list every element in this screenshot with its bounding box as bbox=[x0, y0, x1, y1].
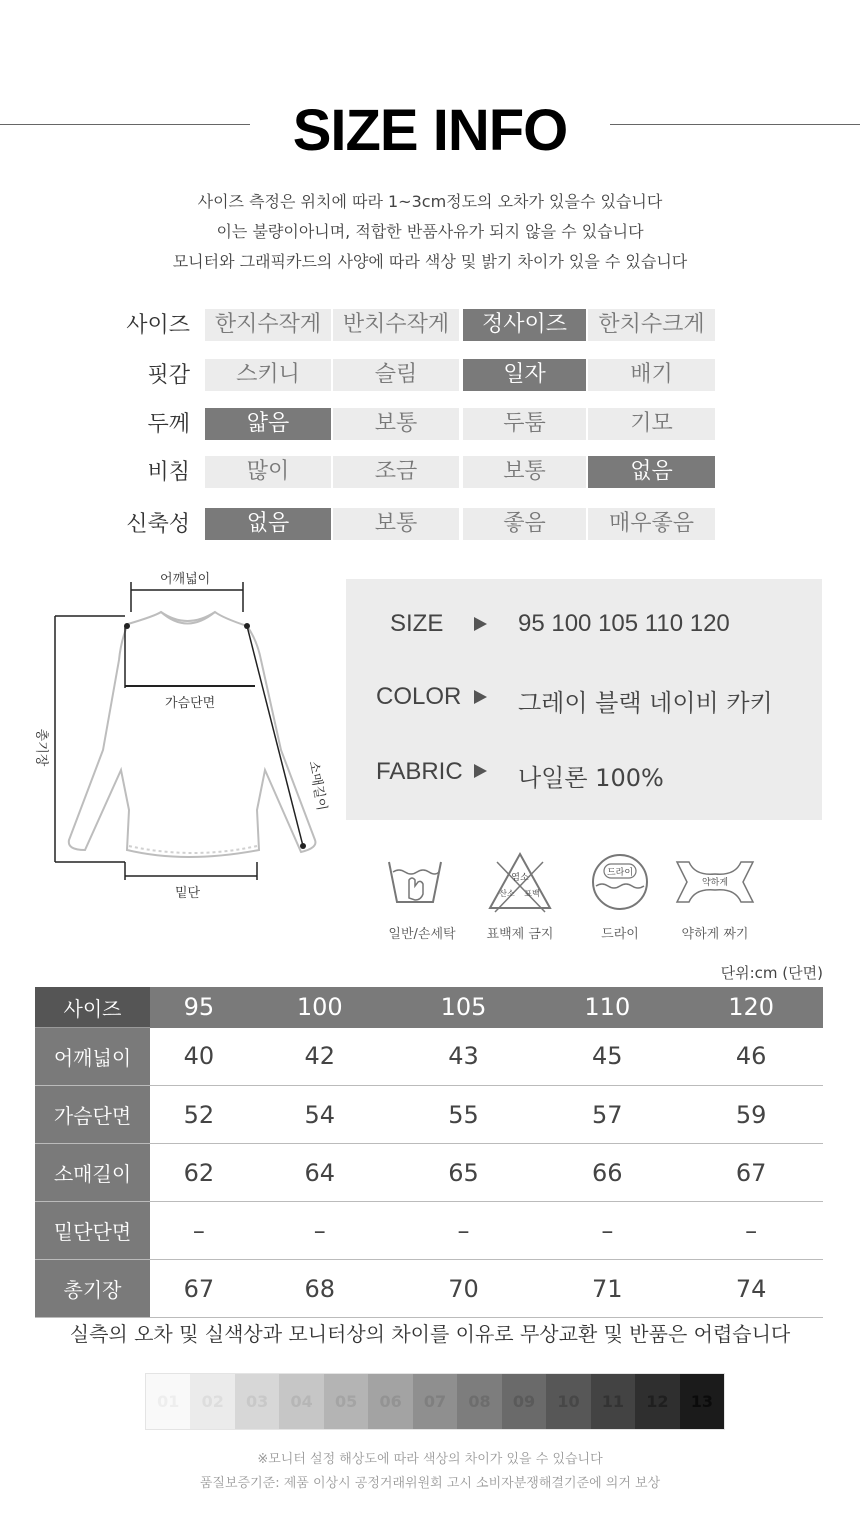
label-sleeve: 소매길이 bbox=[305, 759, 329, 812]
spec-fabric-value: 나일론 100% bbox=[518, 764, 664, 792]
table-cell: 40 bbox=[150, 1028, 248, 1086]
table-cell: 71 bbox=[535, 1260, 679, 1318]
dry-clean-label: 드라이 bbox=[601, 927, 639, 942]
bleach-icon-right-text: 표백 bbox=[524, 889, 540, 898]
attribute-option: 슬림 bbox=[333, 359, 459, 391]
color-swatch: 06 bbox=[368, 1374, 412, 1429]
attribute-option: 정사이즈 bbox=[463, 309, 586, 341]
attribute-option: 매우좋음 bbox=[588, 508, 715, 540]
wring-icon-text: 약하게 bbox=[701, 878, 729, 888]
table-cell: 57 bbox=[535, 1086, 679, 1144]
attribute-option: 일자 bbox=[463, 359, 586, 391]
spec-fabric-label: FABRIC bbox=[376, 758, 463, 785]
attribute-option: 없음 bbox=[588, 456, 715, 488]
table-cell: 45 bbox=[535, 1028, 679, 1086]
table-row bbox=[35, 1144, 823, 1202]
table-row bbox=[35, 1260, 823, 1318]
label-total-length: 총기장 bbox=[33, 728, 49, 767]
table-cell: 70 bbox=[392, 1260, 536, 1318]
notice-line-2: 이는 불량이아니며, 적합한 반품사유가 되지 않을 수 있습니다 bbox=[216, 222, 644, 241]
spec-size-arrow bbox=[474, 617, 487, 631]
label-shoulder: 어깨넓이 bbox=[160, 572, 211, 587]
gentle-wring-icon bbox=[675, 858, 755, 906]
spec-size-label: SIZE bbox=[390, 610, 444, 637]
unit-label: 단위:cm (단면) bbox=[720, 964, 823, 982]
size-col-header: 105 bbox=[392, 987, 536, 1028]
table-row-label: 밑단단면 bbox=[35, 1202, 150, 1260]
spec-color-arrow bbox=[474, 690, 487, 704]
attribute-option: 얇음 bbox=[205, 408, 331, 440]
attribute-option: 보통 bbox=[333, 408, 459, 440]
table-row bbox=[35, 1028, 823, 1086]
table-cell: 74 bbox=[679, 1260, 823, 1318]
attribute-label: 두께 bbox=[147, 412, 190, 437]
table-row-label: 가슴단면 bbox=[35, 1086, 150, 1144]
table-cell: 66 bbox=[535, 1144, 679, 1202]
table-cell: – bbox=[248, 1202, 392, 1260]
attribute-option: 조금 bbox=[333, 456, 459, 488]
table-cell: 46 bbox=[679, 1028, 823, 1086]
attribute-option: 스키니 bbox=[205, 359, 331, 391]
size-col-header: 110 bbox=[535, 987, 679, 1028]
label-hem: 밑단 bbox=[175, 886, 201, 901]
color-swatch: 03 bbox=[235, 1374, 279, 1429]
size-col-header: 120 bbox=[679, 987, 823, 1028]
attribute-option: 한지수작게 bbox=[205, 309, 331, 341]
gentle-wring-label: 약하게 짜기 bbox=[681, 927, 749, 942]
attribute-label: 신축성 bbox=[126, 512, 190, 537]
table-cell: 62 bbox=[150, 1144, 248, 1202]
size-col-header: 95 bbox=[150, 987, 248, 1028]
spec-size-value: 95 100 105 110 120 bbox=[518, 610, 730, 637]
table-header-row bbox=[35, 987, 823, 1028]
page-title: SIZE INFO bbox=[292, 98, 568, 163]
color-swatch: 07 bbox=[413, 1374, 457, 1429]
attribute-option: 보통 bbox=[463, 456, 586, 488]
spec-fabric-arrow bbox=[474, 764, 487, 778]
color-swatch: 02 bbox=[190, 1374, 234, 1429]
table-corner: 사이즈 bbox=[35, 987, 150, 1028]
table-cell: 52 bbox=[150, 1086, 248, 1144]
garment-diagram bbox=[25, 560, 345, 900]
table-cell: 59 bbox=[679, 1086, 823, 1144]
notice-line-1: 사이즈 측정은 위치에 따라 1~3cm정도의 오차가 있을수 있습니다 bbox=[197, 192, 663, 211]
attribute-option: 두툼 bbox=[463, 408, 586, 440]
size-col-header: 100 bbox=[248, 987, 392, 1028]
color-swatch: 11 bbox=[591, 1374, 635, 1429]
table-cell: 67 bbox=[679, 1144, 823, 1202]
color-scale bbox=[145, 1373, 725, 1430]
color-swatch: 12 bbox=[635, 1374, 679, 1429]
table-cell: – bbox=[535, 1202, 679, 1260]
table-cell: 64 bbox=[248, 1144, 392, 1202]
table-row-label: 어깨넓이 bbox=[35, 1028, 150, 1086]
attribute-option: 많이 bbox=[205, 456, 331, 488]
color-swatch: 09 bbox=[502, 1374, 546, 1429]
table-cell: 42 bbox=[248, 1028, 392, 1086]
table-cell: 43 bbox=[392, 1028, 536, 1086]
color-swatch: 05 bbox=[324, 1374, 368, 1429]
footer-note-2: 품질보증기준: 제품 이상시 공정거래위원회 고시 소비자분쟁해결기준에 의거 보상 bbox=[199, 1476, 661, 1491]
dry-icon-text: 드라이 bbox=[606, 868, 634, 878]
attribute-label: 핏감 bbox=[147, 363, 190, 388]
attribute-label: 사이즈 bbox=[126, 313, 190, 338]
size-table bbox=[35, 987, 823, 1318]
dry-clean-icon bbox=[590, 852, 650, 912]
attribute-label: 비침 bbox=[147, 460, 190, 485]
table-cell: 65 bbox=[392, 1144, 536, 1202]
footer-note-1: ※모니터 설정 해상도에 따라 색상의 차이가 있을 수 있습니다 bbox=[257, 1452, 603, 1467]
attribute-option: 보통 bbox=[333, 508, 459, 540]
table-cell: 55 bbox=[392, 1086, 536, 1144]
bleach-icon-left-text: 산소 bbox=[499, 889, 515, 898]
table-cell: 54 bbox=[248, 1086, 392, 1144]
table-row-label: 총기장 bbox=[35, 1260, 150, 1318]
table-cell: – bbox=[679, 1202, 823, 1260]
attribute-option: 배기 bbox=[588, 359, 715, 391]
attribute-option: 반치수작게 bbox=[333, 309, 459, 341]
hand-wash-label: 일반/손세탁 bbox=[388, 927, 456, 942]
spec-color-label: COLOR bbox=[376, 683, 462, 710]
color-swatch: 13 bbox=[680, 1374, 724, 1429]
disclaimer: 실측의 오차 및 실색상과 모니터상의 차이를 이유로 무상교환 및 반품은 어렵습니다 bbox=[69, 1322, 791, 1346]
table-row-label: 소매길이 bbox=[35, 1144, 150, 1202]
notice-line-3: 모니터와 그래픽카드의 사양에 따라 색상 및 밝기 차이가 있을 수 있습니다 bbox=[172, 252, 688, 271]
spec-color-value: 그레이 블랙 네이비 카키 bbox=[518, 689, 773, 717]
hand-wash-icon bbox=[385, 858, 445, 908]
label-chest: 가슴단면 bbox=[165, 696, 216, 711]
color-swatch: 08 bbox=[457, 1374, 501, 1429]
color-swatch: 04 bbox=[279, 1374, 323, 1429]
attribute-option: 좋음 bbox=[463, 508, 586, 540]
attribute-option: 한치수크게 bbox=[588, 309, 715, 341]
table-row bbox=[35, 1086, 823, 1144]
bleach-icon-top-text: 염소 bbox=[511, 873, 529, 883]
table-cell: – bbox=[392, 1202, 536, 1260]
attribute-option: 기모 bbox=[588, 408, 715, 440]
table-cell: 67 bbox=[150, 1260, 248, 1318]
attribute-option: 없음 bbox=[205, 508, 331, 540]
table-row bbox=[35, 1202, 823, 1260]
no-bleach-label: 표백제 금지 bbox=[486, 927, 554, 942]
table-cell: 68 bbox=[248, 1260, 392, 1318]
table-cell: – bbox=[150, 1202, 248, 1260]
color-swatch: 01 bbox=[146, 1374, 190, 1429]
no-bleach-icon bbox=[487, 850, 553, 916]
color-swatch: 10 bbox=[546, 1374, 590, 1429]
